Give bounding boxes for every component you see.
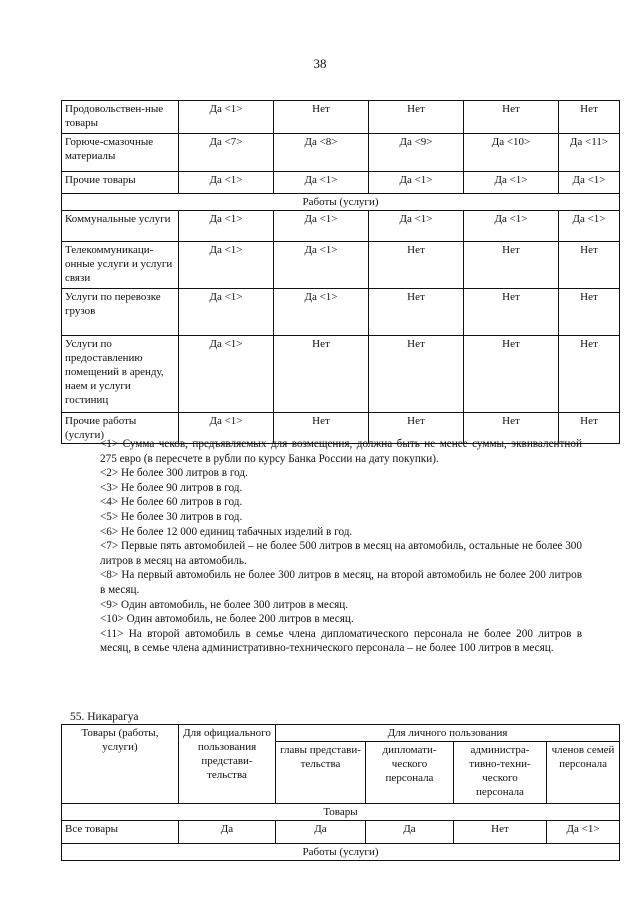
goods-heading: Товары xyxy=(62,804,620,821)
table-cell: Да xyxy=(179,821,276,844)
footnote: <3> Не более 90 литров в год. xyxy=(100,481,243,494)
row-label: Услуги по предоставлению помещений в аренду, наем и услуги гостиниц xyxy=(62,336,179,413)
table-cell: Нет xyxy=(464,101,559,134)
table-cell: Нет xyxy=(559,336,620,413)
table-cell: Да <1> xyxy=(179,172,274,194)
table-cell: Да <11> xyxy=(559,134,620,172)
footnote: <2> Не более 300 литров в год. xyxy=(100,467,248,480)
table-cell: Да <1> xyxy=(464,211,559,242)
table-cell: Да <1> xyxy=(179,289,274,336)
footnote: <11> На второй автомобиль в семье члена дипломатического персонала не более 200 литров в месяц, в семье члена административно-технического персонала – не более 100 литров в месяц. xyxy=(100,627,582,655)
table-row xyxy=(62,172,620,194)
row-label: Коммунальные услуги xyxy=(62,211,179,242)
footnotes xyxy=(100,437,582,656)
table-row xyxy=(62,821,620,844)
column-header-admin: администра-тивно-техни-ческого персонала xyxy=(454,742,547,804)
table-cell: Нет xyxy=(559,289,620,336)
row-label: Прочие работы (услуги) xyxy=(62,413,179,444)
table-cell: Да <1> xyxy=(369,172,464,194)
table-cell: Нет xyxy=(559,413,620,444)
table-cell: Нет xyxy=(274,101,369,134)
table-cell: Да <1> xyxy=(179,101,274,134)
table-cell: Да <1> xyxy=(179,413,274,444)
row-label: Услуги по перевозке грузов xyxy=(62,289,179,336)
table-cell: Нет xyxy=(369,336,464,413)
table-cell: Нет xyxy=(559,101,620,134)
table-cell: Да <1> xyxy=(464,172,559,194)
table-row xyxy=(62,134,620,172)
table-cell: Да <1> xyxy=(274,211,369,242)
nicaragua-table xyxy=(61,724,620,861)
table-cell: Нет xyxy=(454,821,547,844)
row-label: Все товары xyxy=(62,821,179,844)
table-cell: Да <7> xyxy=(179,134,274,172)
table-cell: Нет xyxy=(464,289,559,336)
footnote: <5> Не более 30 литров в год. xyxy=(100,510,243,523)
section-heading-row xyxy=(62,194,620,211)
table-cell: Да <10> xyxy=(464,134,559,172)
table-row xyxy=(62,289,620,336)
table-cell: Нет xyxy=(464,336,559,413)
table-cell: Да xyxy=(366,821,454,844)
privileges-table xyxy=(61,100,620,444)
table-cell: Нет xyxy=(369,289,464,336)
section-heading-row xyxy=(62,844,620,861)
column-header-personal: Для личного пользования xyxy=(276,725,620,742)
section-title: 55. Никарагуа xyxy=(70,711,139,723)
row-label: Прочие товары xyxy=(62,172,179,194)
table-cell: Да <9> xyxy=(369,134,464,172)
footnote: <6> Не более 12 000 единиц табачных изделий в год. xyxy=(100,525,353,538)
table-row xyxy=(62,211,620,242)
row-label: Горюче-смазочные материалы xyxy=(62,134,179,172)
table-row xyxy=(62,101,620,134)
column-header-family: членов семей персонала xyxy=(547,742,620,804)
column-header-head: главы представи-тельства xyxy=(276,742,366,804)
table-cell: Да <8> xyxy=(274,134,369,172)
footnote: <10> Один автомобиль, не более 200 литров в месяц. xyxy=(100,613,354,626)
services-heading: Работы (услуги) xyxy=(62,844,620,861)
page-number: 38 xyxy=(313,56,327,71)
table-cell: Нет xyxy=(559,242,620,289)
table-cell: Да <1> xyxy=(547,821,620,844)
services-heading: Работы (услуги) xyxy=(62,194,620,211)
footnote: <8> На первый автомобиль не более 300 литров в месяц, на второй автомобиль не более 200 литров в месяц. xyxy=(100,569,582,596)
table-cell: Да <1> xyxy=(179,242,274,289)
table-cell: Да <1> xyxy=(369,211,464,242)
footnote: <9> Один автомобиль, не более 300 литров в месяц. xyxy=(100,598,349,611)
table-cell: Да <1> xyxy=(274,172,369,194)
footnote: <1> Сумма чеков, предъявляемых для возмещения, должна быть не менее суммы, эквивалентной 275 евро (в пересчете в рубли по курсу Банка России на дату покупки). xyxy=(100,438,582,465)
column-header-official: Для официального пользования представи-тельства xyxy=(179,725,276,804)
table-cell: Нет xyxy=(464,413,559,444)
table-cell: Нет xyxy=(274,336,369,413)
footnote: <4> Не более 60 литров в год. xyxy=(100,496,243,509)
row-label: Телекоммуникаци-онные услуги и услуги связи xyxy=(62,242,179,289)
table-cell: Да <1> xyxy=(559,211,620,242)
row-label: Продовольствен-ные товары xyxy=(62,101,179,134)
table-cell: Да <1> xyxy=(179,211,274,242)
table-cell: Нет xyxy=(369,413,464,444)
header-row xyxy=(62,725,620,742)
section-heading-row xyxy=(62,804,620,821)
footnote: <7> Первые пять автомобилей – не более 500 литров в месяц на автомобиль, остальные не более 300 литров в месяц на автомобиль. xyxy=(100,540,582,567)
column-header-goods: Товары (работы, услуги) xyxy=(62,725,179,804)
table-cell: Да <1> xyxy=(274,289,369,336)
table-cell: Да xyxy=(276,821,366,844)
table-cell: Да <1> xyxy=(559,172,620,194)
table-cell: Да <1> xyxy=(179,336,274,413)
column-header-diplomatic: дипломати-ческого персонала xyxy=(366,742,454,804)
table-cell: Нет xyxy=(464,242,559,289)
table-row xyxy=(62,336,620,413)
table-cell: Нет xyxy=(369,242,464,289)
table-cell: Нет xyxy=(274,413,369,444)
table-cell: Да <1> xyxy=(274,242,369,289)
table-cell: Нет xyxy=(369,101,464,134)
table-row xyxy=(62,242,620,289)
